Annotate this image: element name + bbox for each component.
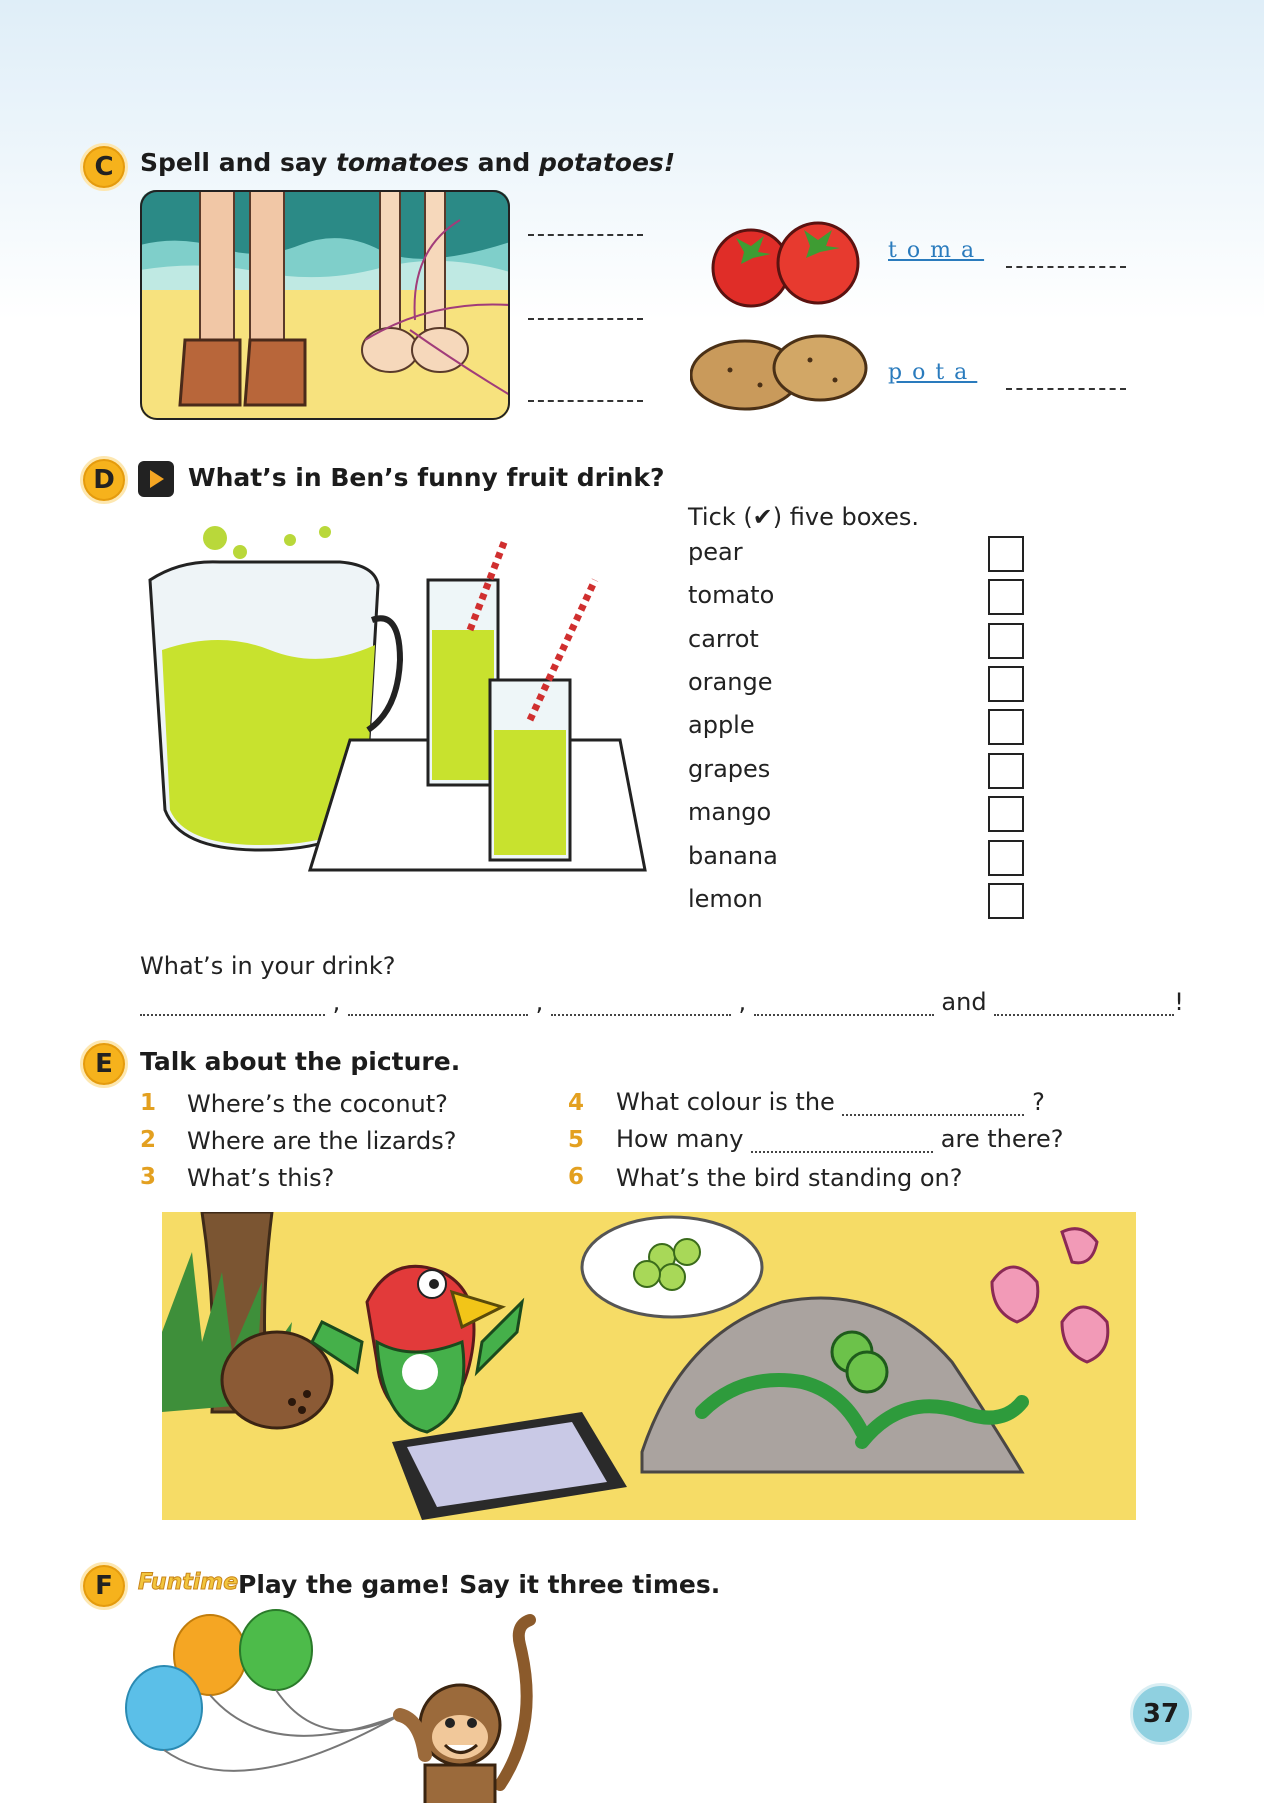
exclamation-mark: ! [1174, 988, 1184, 1016]
tick-row [688, 838, 1048, 878]
tick-item-label: orange [688, 668, 773, 696]
drink-question: What’s in your drink? [140, 952, 396, 980]
tick-item-label: apple [688, 711, 755, 739]
question-text-pre: What colour is the [616, 1088, 835, 1116]
answer-dotted-blank[interactable] [754, 1014, 934, 1016]
tick-item-label: banana [688, 842, 778, 870]
potatoes-illustration [690, 330, 870, 414]
tick-row [688, 707, 1048, 747]
heading-word-tomatoes: tomatoes [335, 148, 469, 177]
question-number: 5 [568, 1127, 585, 1153]
heading-word-potatoes: potatoes! [538, 148, 676, 177]
tick-item-label: lemon [688, 885, 763, 913]
potato-given-letters: pota [888, 360, 978, 385]
question-text: What’s the bird standing on? [616, 1164, 963, 1192]
tick-item-label: mango [688, 798, 772, 826]
audio-play-icon[interactable] [138, 461, 174, 497]
question-number: 3 [140, 1164, 157, 1190]
drink-answer-line [140, 988, 1184, 1016]
question-text [616, 1125, 1063, 1153]
tick-row [688, 751, 1048, 791]
tick-checkbox[interactable] [988, 623, 1024, 659]
tick-checkbox[interactable] [988, 579, 1024, 615]
tomato-given-letters: toma [888, 238, 985, 263]
comma: , [738, 988, 747, 1016]
fruit-drink-illustration [140, 510, 650, 890]
monkey-balloons-illustration [120, 1605, 580, 1803]
potato-answer-blank[interactable] [1006, 388, 1126, 390]
section-e-badge: E [80, 1040, 128, 1088]
tick-row [688, 664, 1048, 704]
answer-dotted-blank[interactable] [348, 1014, 528, 1016]
tick-item-label: tomato [688, 581, 775, 609]
question-text: Where are the lizards? [187, 1127, 457, 1155]
tick-row [688, 881, 1048, 921]
section-e-heading: Talk about the picture. [140, 1047, 461, 1076]
question-text [616, 1088, 1045, 1116]
tick-checkbox[interactable] [988, 883, 1024, 919]
beach-scene-illustration [162, 1212, 1136, 1520]
question-number: 6 [568, 1164, 585, 1190]
section-d-badge: D [80, 456, 128, 504]
question-number: 1 [140, 1090, 157, 1116]
comma: , [535, 988, 544, 1016]
answer-blank[interactable] [528, 318, 643, 320]
funtime-logo: Funtime [138, 1570, 239, 1595]
tick-checkbox[interactable] [988, 796, 1024, 832]
tick-row [688, 534, 1048, 574]
answer-dotted-blank[interactable] [140, 1014, 325, 1016]
tick-checkbox[interactable] [988, 536, 1024, 572]
question-number: 2 [140, 1127, 157, 1153]
tomato-answer-blank[interactable] [1006, 266, 1126, 268]
question-text-pre: How many [616, 1125, 744, 1153]
tick-item-label: carrot [688, 625, 759, 653]
section-f-heading: Play the game! Say it three times. [238, 1570, 721, 1599]
question-text: What’s this? [187, 1164, 335, 1192]
section-f-badge: F [80, 1562, 128, 1610]
answer-blank[interactable] [528, 400, 643, 402]
answer-dotted-blank[interactable] [994, 1014, 1174, 1016]
answer-blank[interactable] [528, 234, 643, 236]
answer-dotted-blank[interactable] [751, 1151, 933, 1153]
tick-checkbox[interactable] [988, 666, 1024, 702]
section-c-heading [140, 148, 675, 177]
and-word: and [941, 988, 987, 1016]
page-number: 37 [1130, 1683, 1192, 1745]
tick-row [688, 577, 1048, 617]
section-c-badge: C [80, 143, 128, 191]
question-text: Where’s the coconut? [187, 1090, 448, 1118]
question-text-post: are there? [940, 1125, 1064, 1153]
heading-text: Spell and say [140, 148, 336, 177]
question-number: 4 [568, 1090, 585, 1116]
question-text-post: ? [1032, 1088, 1045, 1116]
tick-row [688, 794, 1048, 834]
tick-row [688, 621, 1048, 661]
section-d-heading: What’s in Ben’s funny fruit drink? [188, 463, 665, 492]
answer-dotted-blank[interactable] [842, 1114, 1024, 1116]
tick-instruction: Tick (✔) five boxes. [688, 503, 920, 531]
heading-text-mid: and [468, 148, 539, 177]
tomatoes-illustration [706, 218, 862, 310]
tick-checkbox[interactable] [988, 753, 1024, 789]
feet-beach-illustration [140, 190, 510, 420]
tick-checkbox[interactable] [988, 709, 1024, 745]
comma: , [332, 988, 341, 1016]
answer-dotted-blank[interactable] [551, 1014, 731, 1016]
tick-item-label: pear [688, 538, 743, 566]
tick-item-label: grapes [688, 755, 771, 783]
tick-checkbox[interactable] [988, 840, 1024, 876]
